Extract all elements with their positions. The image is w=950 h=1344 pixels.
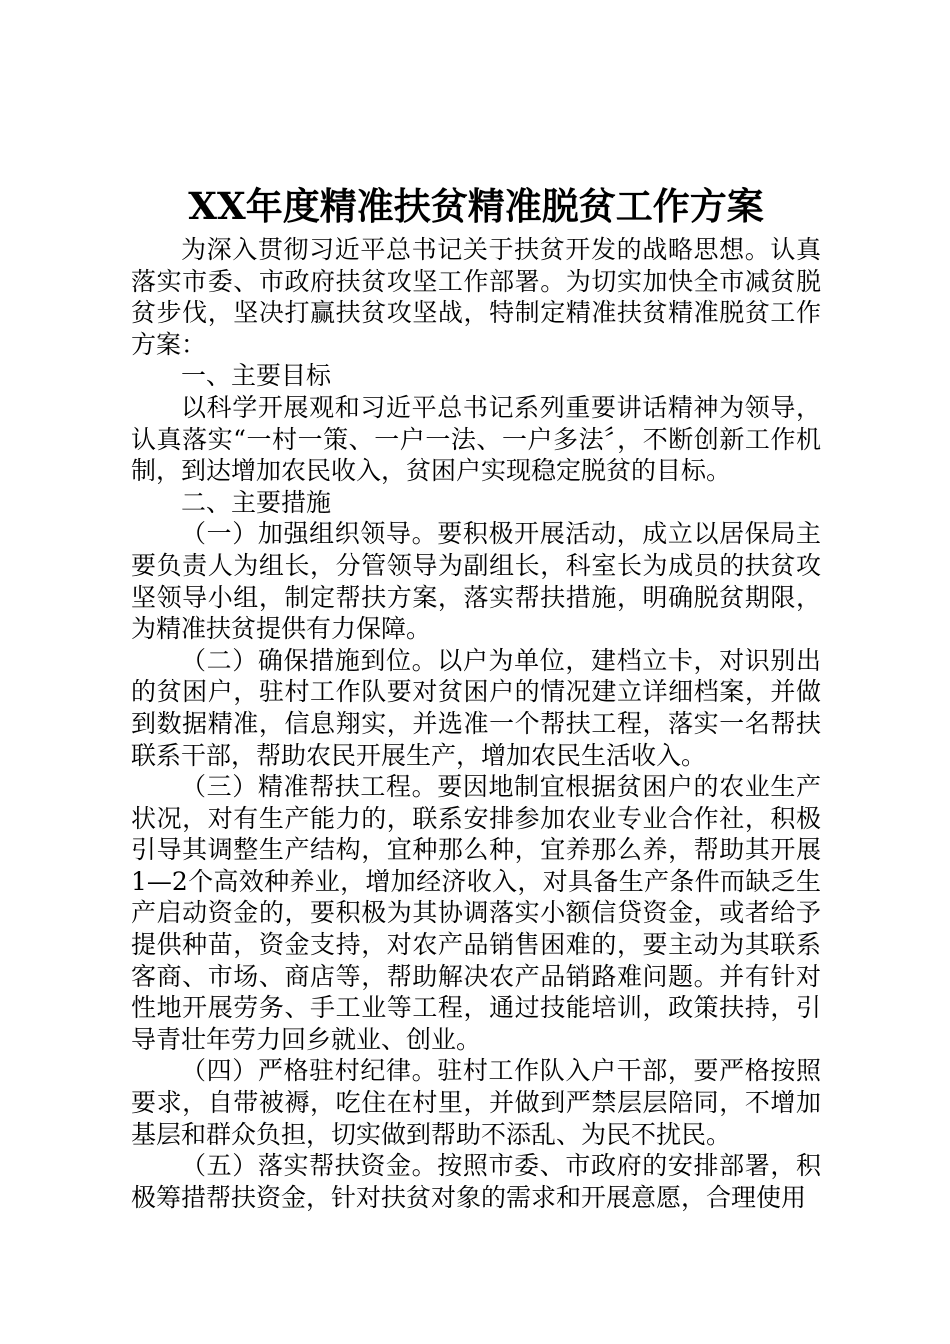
measure-paragraph-1: （一）加强组织领导。要积极开展活动，成立以居保局主要负责人为组长，分管领导为副组长，科室长为成员的扶贫攻坚领导小组，制定帮扶方案，落实帮扶措施，明确脱贫期限，为精准扶贫提供有力保障。 bbox=[131, 519, 821, 644]
document-body bbox=[131, 234, 821, 1213]
intro-paragraph: 为深入贯彻习近平总书记关于扶贫开发的战略思想。认真落实市委、市政府扶贫攻坚工作部署。为切实加快全市减贫脱贫步伐，坚决打赢扶贫攻坚战，特制定精准扶贫精准脱贫工作方案： bbox=[131, 235, 821, 359]
measure-paragraph-4: （四）严格驻村纪律。驻村工作队入户干部，要严格按照要求，自带被褥，吃住在村里，并做到严禁层层陪同，不增加基层和群众负担，切实做到帮助不添乱、为民不扰民。 bbox=[131, 1056, 821, 1149]
measure-paragraph-2: （二）确保措施到位。以户为单位，建档立卡，对识别出的贫困户，驻村工作队要对贫困户的情况建立详细档案，并做到数据精准，信息翔实，并选准一个帮扶工程，落实一名帮扶联系干部，帮助农民开展生产，增加农民生活收入。 bbox=[131, 645, 821, 770]
measure-paragraph-5: （五）落实帮扶资金。按照市委、市政府的安排部署，积极筹措帮扶资金，针对扶贫对象的需求和开展意愿，合理使用 bbox=[131, 1151, 821, 1212]
section-heading-goals: 一、主要目标 bbox=[181, 361, 332, 391]
measure-paragraph-3: （三）精准帮扶工程。要因地制宜根据贫困户的农业生产状况，对有生产能力的，联系安排参加农业专业合作社，积极引导其调整生产结构，宜种那么种，宜养那么养，帮助其开展1—2个高效种养业，增加经济收入，对具备生产条件而缺乏生产启动资金的，要积极为其协调落实小额信贷资金，或者给予提供种苗，资金支持，对农产品销售困难的，要主动为其联系客商、市场、商店等，帮助解决农产品销路难问题。并有针对性地开展劳务、手工业等工程，通过技能培训，政策扶持，引导青壮年劳力回乡就业、创业。 bbox=[131, 772, 821, 1054]
document-page bbox=[131, 178, 821, 1213]
goals-paragraph: 以科学开展观和习近平总书记系列重要讲话精神为领导，认真落实“一村一策、一户一法、一户多法〞，不断创新工作机制，到达增加农民收入，贫困户实现稳定脱贫的目标。 bbox=[131, 392, 821, 486]
document-title: XX年度精准扶贫精准脱贫工作方案 bbox=[188, 184, 764, 228]
section-heading-measures: 二、主要措施 bbox=[181, 487, 332, 517]
